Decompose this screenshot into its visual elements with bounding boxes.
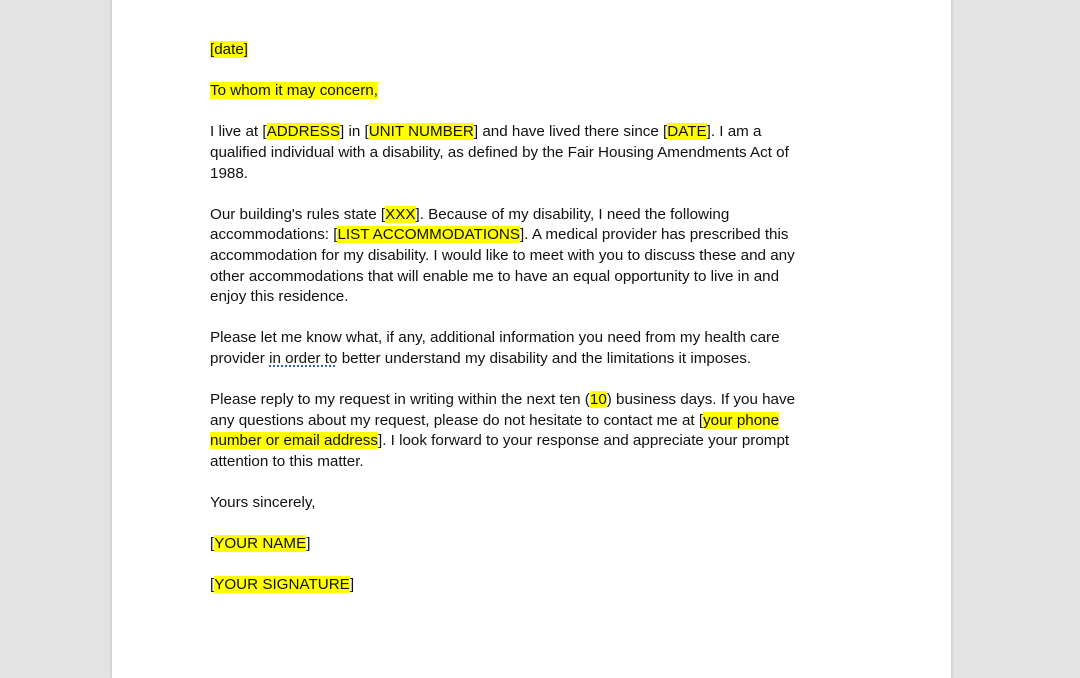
paragraph-reply-request — [210, 390, 870, 472]
paragraph-information — [210, 328, 870, 369]
accommodations-placeholder: LIST ACCOMMODATIONS — [337, 226, 521, 244]
paragraph-accommodations — [210, 205, 870, 308]
text-line: qualified individual with a disability, as defined by the Fair Housing Amendments Act of — [210, 143, 789, 161]
unit-number-placeholder: UNIT NUMBER — [368, 123, 474, 141]
text-line — [210, 225, 870, 246]
signature-line — [210, 575, 870, 596]
grammar-suggestion[interactable]: in order to — [269, 349, 338, 367]
text: [ — [210, 576, 215, 594]
text: ] and have lived there since [ — [473, 123, 668, 141]
text-line — [210, 390, 870, 411]
text: ) business days. If you have — [606, 391, 796, 409]
address-placeholder: ADDRESS — [266, 123, 340, 141]
text: ]. Because of my disability, I need the following — [415, 205, 730, 223]
days-placeholder: 10 — [589, 391, 607, 409]
closing-text: Yours sincerely, — [210, 494, 316, 512]
text: ]. I look forward to your response and appreciate your prompt — [377, 432, 790, 450]
text: I live at [ — [210, 123, 267, 141]
date-placeholder: [date] — [210, 41, 248, 58]
text: ] — [306, 535, 311, 553]
text: ]. A medical provider has prescribed this — [520, 226, 789, 244]
text: accommodations: [ — [210, 226, 338, 244]
move-in-date-placeholder: DATE — [667, 123, 707, 141]
text: better understand my disability and the limitations it imposes. — [337, 349, 752, 367]
text-line: attention to this matter. — [210, 452, 364, 470]
text: any questions about my request, please do not hesitate to contact me at [ — [210, 411, 704, 429]
text: provider — [210, 349, 270, 367]
text: ]. I am a — [706, 123, 762, 141]
contact-placeholder-continued: number or email address — [210, 432, 378, 450]
closing — [210, 493, 870, 514]
text-line — [210, 122, 870, 143]
document-page[interactable] — [111, 0, 952, 678]
text: [ — [210, 535, 215, 553]
text-line — [210, 349, 870, 370]
text-line — [210, 205, 870, 226]
date-line — [210, 40, 870, 61]
text: Our building's rules state [ — [210, 205, 386, 223]
text-line: Please let me know what, if any, additional information you need from my health care — [210, 329, 780, 347]
contact-placeholder: your phone — [703, 411, 780, 429]
document-body[interactable] — [210, 40, 870, 617]
name-placeholder: YOUR NAME — [214, 535, 307, 553]
text-line: other accommodations that will enable me to have an equal opportunity to live in and — [210, 267, 780, 285]
name-line — [210, 534, 870, 555]
text: ] in [ — [340, 123, 369, 141]
text-line: accommodation for my disability. I would like to meet with you to discuss these and any — [210, 246, 795, 264]
signature-placeholder: YOUR SIGNATURE — [214, 576, 350, 594]
text-line: enjoy this residence. — [210, 288, 349, 306]
rules-placeholder: XXX — [385, 205, 416, 223]
paragraph-residence — [210, 122, 870, 184]
text-line: 1988. — [210, 164, 249, 182]
text-line — [210, 431, 870, 452]
salutation — [210, 81, 870, 102]
text-line — [210, 411, 870, 432]
salutation-text: To whom it may concern, — [210, 82, 378, 100]
text: Please reply to my request in writing within the next ten ( — [210, 391, 590, 409]
text: ] — [349, 576, 355, 594]
